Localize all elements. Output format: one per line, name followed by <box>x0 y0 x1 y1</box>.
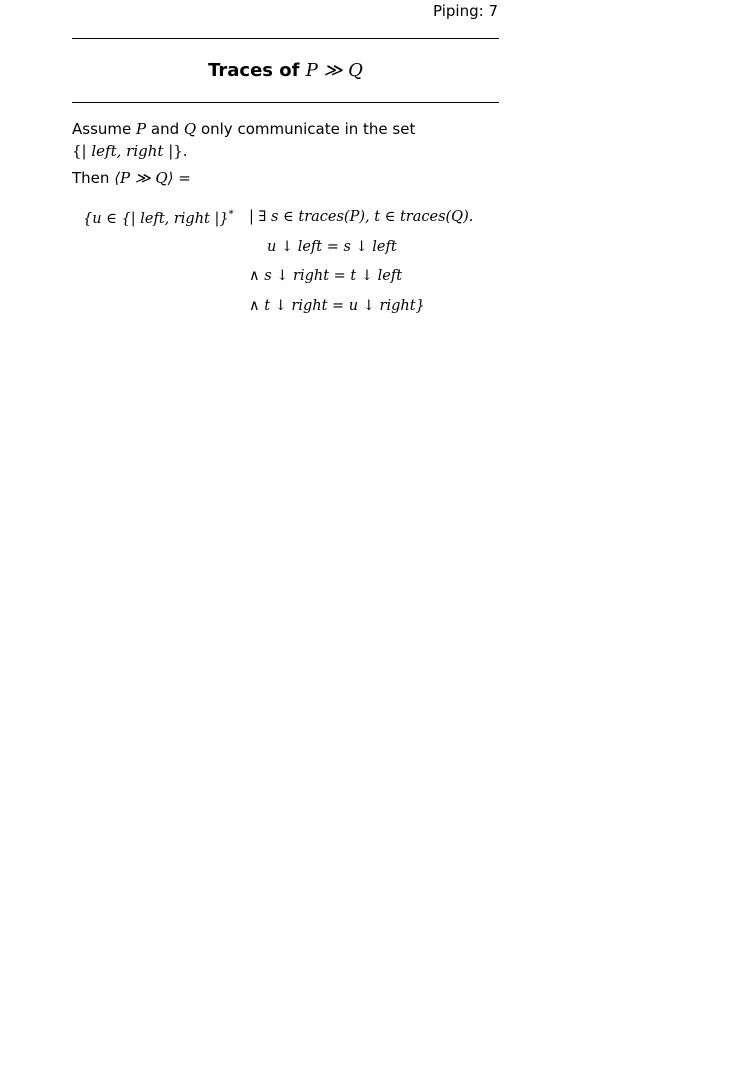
equation-condition-4: ∧ t ↓ right = u ↓ right} <box>249 298 425 314</box>
equation-set: {u ∈ {| left, right |} <box>83 210 229 227</box>
communicate-text: only communicate in the set <box>196 120 416 138</box>
traces-expression: ⟨P ≫ Q⟩ <box>114 169 174 187</box>
bottom-rule <box>72 102 499 103</box>
assume-text: Assume <box>72 120 137 138</box>
equation-condition-3: ∧ s ↓ right = t ↓ left <box>249 268 403 284</box>
equation-set-part <box>83 209 234 227</box>
title-math: P ≫ Q <box>305 60 363 81</box>
then-line <box>72 169 191 187</box>
equation-condition-1: | ∃ s ∈ traces(P), t ∈ traces(Q). <box>249 209 474 225</box>
set-close: |}. <box>163 142 188 160</box>
slide-title <box>72 60 499 81</box>
channel-set: left, right <box>91 142 164 160</box>
channel-set-line <box>72 142 188 160</box>
title-text: Traces of <box>208 60 300 81</box>
process-p: P <box>136 120 147 138</box>
assumption-line <box>72 120 415 138</box>
and-text: and <box>146 120 184 138</box>
set-open: {| <box>72 142 92 160</box>
equation-condition-2: u ↓ left = s ↓ left <box>267 239 397 255</box>
equals-sign: = <box>173 169 191 187</box>
section-label: Piping: 7 <box>433 2 498 20</box>
top-rule <box>72 38 499 39</box>
then-text: Then <box>72 169 115 187</box>
process-q: Q <box>183 120 197 138</box>
kleene-star: * <box>228 209 234 220</box>
